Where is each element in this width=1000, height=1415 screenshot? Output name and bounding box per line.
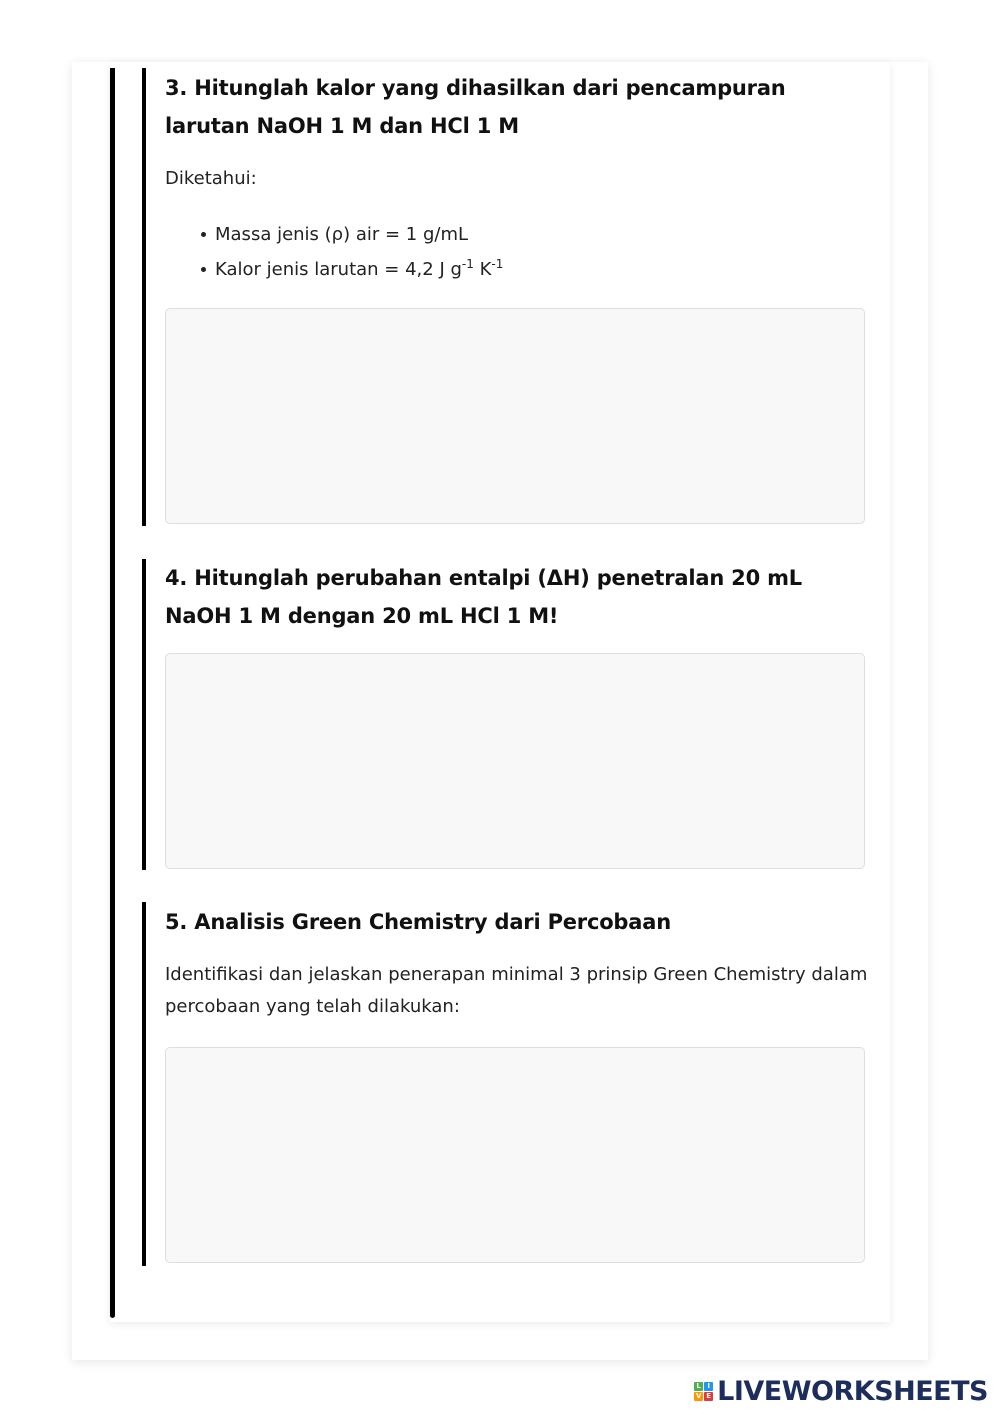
given-item-specific-heat-exp-2: -1 xyxy=(491,257,504,271)
question-4-section xyxy=(142,559,872,870)
outer-section-rule xyxy=(110,68,115,1318)
liveworksheets-brand[interactable] xyxy=(694,1374,988,1408)
given-item-specific-heat-unit: K xyxy=(473,259,492,280)
liveworksheets-logo-icon xyxy=(694,1382,713,1401)
logo-tile-2: I xyxy=(704,1382,713,1391)
question-5-instructions: Identifikasi dan jelaskan penerapan minimal 3 prinsip Green Chemistry dalam percobaan yang telah dilakukan: xyxy=(165,964,868,1017)
question-4-answer-input[interactable] xyxy=(165,653,865,869)
given-item-density xyxy=(201,217,872,252)
question-3-answer-input[interactable] xyxy=(165,308,865,524)
question-5-answer-input[interactable] xyxy=(165,1047,865,1263)
brand-name: LIVEWORKSHEETS xyxy=(717,1375,988,1407)
question-3-given-list xyxy=(165,217,872,287)
given-item-density-text: Massa jenis (ρ) air = 1 g/mL xyxy=(215,224,469,245)
logo-tile-4: E xyxy=(704,1392,713,1401)
given-item-specific-heat-exp-1: -1 xyxy=(461,257,474,271)
question-5-section xyxy=(142,902,872,1266)
given-item-specific-heat-text: Kalor jenis larutan = 4,2 J g xyxy=(215,259,462,280)
question-3-section xyxy=(142,68,872,526)
logo-tile-1: L xyxy=(694,1382,703,1391)
question-3-given-label: Diketahui: xyxy=(165,168,257,189)
question-4-title: 4. Hitunglah perubahan entalpi (ΔH) penetralan 20 mL NaOH 1 M dengan 20 mL HCl 1 M! xyxy=(165,566,802,628)
question-5-title: 5. Analisis Green Chemistry dari Percobaan xyxy=(165,910,671,934)
question-3-title: 3. Hitunglah kalor yang dihasilkan dari pencampuran larutan NaOH 1 M dan HCl 1 M xyxy=(165,76,786,138)
given-item-specific-heat xyxy=(201,252,872,287)
logo-tile-3: V xyxy=(695,1391,702,1400)
